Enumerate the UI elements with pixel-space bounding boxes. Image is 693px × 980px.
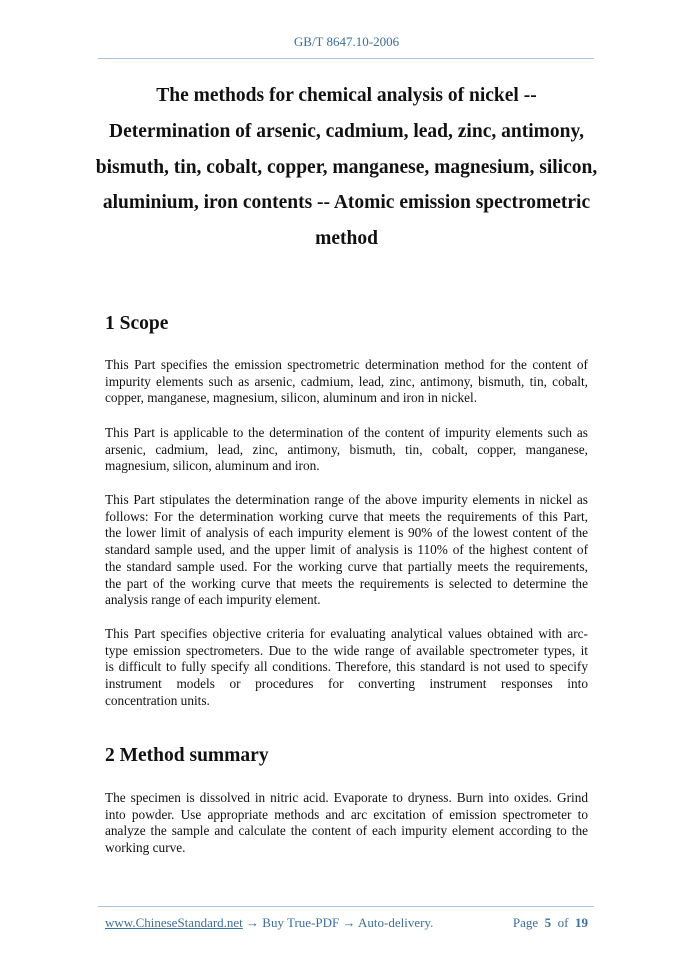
page-indicator <box>513 915 588 931</box>
paragraph-line: instrument models or procedures for converting instrument responses into <box>105 676 588 692</box>
paragraph-line: impurity elements such as arsenic, cadmium, lead, zinc, antimony, bismuth, tin, cobalt, <box>105 373 588 389</box>
paragraph-line: copper, manganese, magnesium, silicon, aluminum and iron in nickel. <box>105 390 478 406</box>
paragraph-line: working curve. <box>105 840 186 856</box>
paragraph-line: type emission spectrometers. Due to the wide range of available spectrometer types, it <box>105 642 588 658</box>
page-label: Page <box>512 915 539 930</box>
page-total: 19 <box>575 915 588 930</box>
paragraph-line: follows: For the determination working curve that meets the requirements of this Part, <box>105 508 588 524</box>
header-standard-code: GB/T 8647.10-2006 <box>293 34 400 49</box>
paragraph-line: the lower limit of analysis of each impurity element is 90% of the lowest content of the <box>105 525 588 541</box>
title-line: method <box>315 228 378 250</box>
paragraph <box>105 425 588 475</box>
paragraph-line: This Part stipulates the determination range of the above impurity elements in nickel as <box>105 492 588 507</box>
paragraph-line: This Part is applicable to the determination of the content of impurity elements such as <box>105 425 588 440</box>
page-current: 5 <box>544 915 552 930</box>
title-line: bismuth, tin, cobalt, copper, manganese, magnesium, silicon, <box>95 156 598 178</box>
paragraph-line: magnesium, silicon, aluminum and iron. <box>105 458 320 474</box>
paragraph <box>105 626 588 710</box>
section-heading-method-summary: 2 Method summary <box>105 745 269 766</box>
header-divider <box>98 58 594 59</box>
paragraph-line: the standard sample used. For the working curve that partially meets the requirements, <box>105 558 588 574</box>
footer <box>105 915 588 931</box>
title-line: Determination of arsenic, cadmium, lead, zinc, antimony, <box>109 120 584 142</box>
title-line: aluminium, iron contents -- Atomic emission spectrometric <box>102 192 591 214</box>
paragraph <box>105 492 588 609</box>
paragraph-line: standard sample used, and the upper limit of analysis is 110% of the highest content of <box>105 542 588 558</box>
paragraph-line: the part of the working curve that meets the requirements is selected to determine the <box>105 575 588 591</box>
footer-divider <box>98 906 594 907</box>
paragraph-line: The specimen is dissolved in nitric acid. Evaporate to dryness. Burn into oxides. Grind <box>105 790 588 805</box>
paragraph-line: arsenic, cadmium, lead, zinc, antimony, bismuth, tin, cobalt, copper, manganese, <box>105 441 588 457</box>
paragraph-line: This Part specifies objective criteria for evaluating analytical values obtained with arc- <box>105 626 588 641</box>
paragraph-line: analyze the sample and calculate the content of each impurity element according to the <box>105 823 588 839</box>
footer-text: → Buy True-PDF → Auto-delivery. <box>242 915 434 930</box>
document-title <box>80 78 613 257</box>
of-label: of <box>557 915 569 930</box>
paragraph-line: This Part specifies the emission spectrometric determination method for the content of <box>105 357 588 372</box>
website-link[interactable]: www.ChineseStandard.net <box>105 915 243 930</box>
paragraph-line: concentration units. <box>105 692 210 708</box>
paragraph-line: analysis range of each impurity element. <box>105 592 321 608</box>
paragraph-line: is difficult to fully specify all conditions. Therefore, this standard is not used to specify <box>105 659 588 675</box>
paragraph-line: into powder. Use appropriate methods and arc excitation of emission spectrometer to <box>105 806 588 822</box>
paragraph <box>105 790 588 857</box>
paragraph <box>105 357 588 407</box>
section-heading-scope: 1 Scope <box>105 313 169 334</box>
title-line: The methods for chemical analysis of nickel -- <box>156 85 537 106</box>
